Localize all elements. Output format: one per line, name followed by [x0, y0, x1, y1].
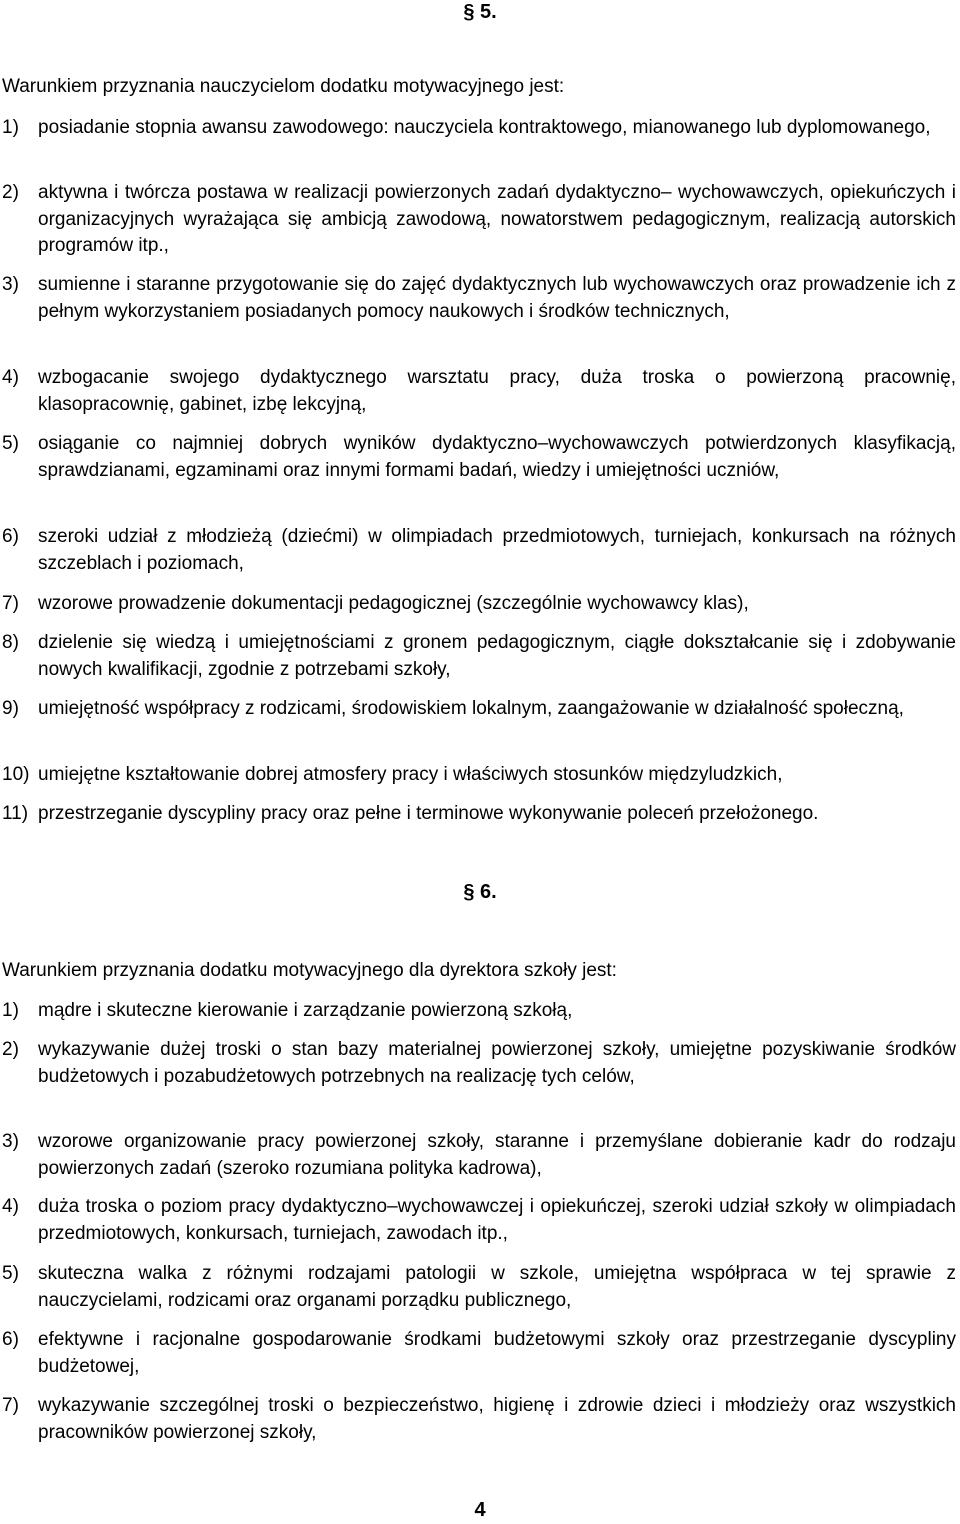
- list-item-text: osiąganie co najmniej dobrych wyników dydaktyczno–wychowawczych potwierdzonych klasyfikacją, sprawdzianami, egzaminami oraz innymi formami badań, wiedzy i umiejętności uczniów,: [38, 433, 956, 481]
- list-item-number: 1): [2, 117, 19, 138]
- list-item: [2, 762, 956, 789]
- list-item-text: szeroki udział z młodzieżą (dziećmi) w olimpiadach przedmiotowych, turniejach, konkursach na różnych szczeblach i poziomach,: [38, 526, 956, 574]
- list-item-number: 3): [2, 1131, 19, 1152]
- list-item: [2, 115, 956, 142]
- list-item-text: sumienne i staranne przygotowanie się do zajęć dydaktycznych lub wychowawczych oraz prowadzenie ich z pełnym wykorzystaniem posiadanych pomocy naukowych i środków technicznych,: [38, 274, 956, 322]
- list-item-number: 10): [2, 764, 30, 785]
- list-item-number: 2): [2, 182, 19, 203]
- list-item-number: 5): [2, 1263, 19, 1284]
- list-item-text: przestrzeganie dyscypliny pracy oraz pełne i terminowe wykonywanie poleceń przełożonego.: [38, 803, 819, 824]
- list-item: [2, 1037, 956, 1090]
- list-item: [2, 431, 956, 484]
- list-item: [2, 998, 956, 1025]
- section-5-intro: Warunkiem przyznania nauczycielom dodatku motywacyjnego jest:: [2, 76, 565, 97]
- list-item: [2, 524, 956, 577]
- list-item-number: 3): [2, 274, 19, 295]
- section-5-heading: § 5.: [463, 1, 497, 23]
- list-item: [2, 1194, 956, 1247]
- list-item: [2, 365, 956, 418]
- list-item-number: 2): [2, 1039, 19, 1060]
- list-item: [2, 180, 956, 260]
- section-6-heading: § 6.: [463, 881, 497, 903]
- list-item-text: efektywne i racjonalne gospodarowanie środkami budżetowymi szkoły oraz przestrzeganie dyscypliny budżetowej,: [38, 1329, 956, 1377]
- list-item-number: 9): [2, 698, 19, 719]
- list-item-number: 1): [2, 1000, 19, 1021]
- list-item-text: aktywna i twórcza postawa w realizacji powierzonych zadań dydaktyczno– wychowawczych, opiekuńczych i organizacyjnych wyrażająca się ambicją zawodową, nowatorstwem pedagogicznym, realizacją autorskich programów itp.,: [38, 182, 956, 256]
- list-item: [2, 696, 956, 723]
- list-item-text: umiejętność współpracy z rodzicami, środowiskiem lokalnym, zaangażowanie w działalność społeczną,: [38, 698, 904, 719]
- list-item-number: 6): [2, 526, 19, 547]
- list-item-number: 4): [2, 1196, 19, 1217]
- list-item-text: wykazywanie dużej troski o stan bazy materialnej powierzonej szkoły, umiejętne pozyskiwanie środków budżetowych i pozabudżetowych potrzebnych na realizację tych celów,: [38, 1039, 956, 1087]
- list-item: [2, 591, 956, 618]
- list-item-text: duża troska o poziom pracy dydaktyczno–wychowawczej i opiekuńczej, szeroki udział szkoły w olimpiadach przedmiotowych, konkursach, turniejach, zawodach itp.,: [38, 1196, 956, 1244]
- list-item-number: 4): [2, 367, 19, 388]
- list-item-text: umiejętne kształtowanie dobrej atmosfery pracy i właściwych stosunków międzyludzkich,: [38, 764, 783, 785]
- list-item: [2, 1261, 956, 1314]
- list-item-text: dzielenie się wiedzą i umiejętnościami z gronem pedagogicznym, ciągłe dokształcanie się i zdobywanie nowych kwalifikacji, zgodnie z potrzebami szkoły,: [38, 632, 956, 680]
- list-item-text: wzbogacanie swojego dydaktycznego warsztatu pracy, duża troska o powierzoną pracownię, klasopracownię, gabinet, izbę lekcyjną,: [38, 367, 956, 415]
- list-item: [2, 801, 956, 828]
- list-item-number: 8): [2, 632, 19, 653]
- list-item-text: skuteczna walka z różnymi rodzajami patologii w szkole, umiejętna współpraca w tej sprawie z nauczycielami, rodzicami oraz organami porządku publicznego,: [38, 1263, 956, 1311]
- list-item-text: posiadanie stopnia awansu zawodowego: nauczyciela kontraktowego, mianowanego lub dyplomowanego,: [38, 117, 931, 138]
- list-item-text: wzorowe organizowanie pracy powierzonej szkoły, staranne i przemyślane dobieranie kadr do rodzaju powierzonych zadań (szeroko rozumiana polityka kadrowa),: [38, 1131, 956, 1179]
- list-item-number: 11): [2, 803, 29, 824]
- list-item-number: 5): [2, 433, 19, 454]
- list-item-number: 7): [2, 593, 19, 614]
- section-6-intro: Warunkiem przyznania dodatku motywacyjnego dla dyrektora szkoły jest:: [2, 960, 617, 981]
- list-item-text: mądre i skuteczne kierowanie i zarządzanie powierzoną szkołą,: [38, 1000, 573, 1021]
- list-item-text: wzorowe prowadzenie dokumentacji pedagogicznej (szczególnie wychowawcy klas),: [38, 593, 749, 614]
- list-item: [2, 1129, 956, 1182]
- list-item: [2, 630, 956, 683]
- page-number: 4: [474, 1499, 486, 1521]
- list-item: [2, 1327, 956, 1380]
- list-item-text: wykazywanie szczególnej troski o bezpieczeństwo, higienę i zdrowie dzieci i młodzieży oraz wszystkich pracowników powierzonej szkoły,: [38, 1395, 956, 1443]
- list-item: [2, 272, 956, 325]
- list-item: [2, 1393, 956, 1446]
- list-item-number: 7): [2, 1395, 19, 1416]
- list-item-number: 6): [2, 1329, 19, 1350]
